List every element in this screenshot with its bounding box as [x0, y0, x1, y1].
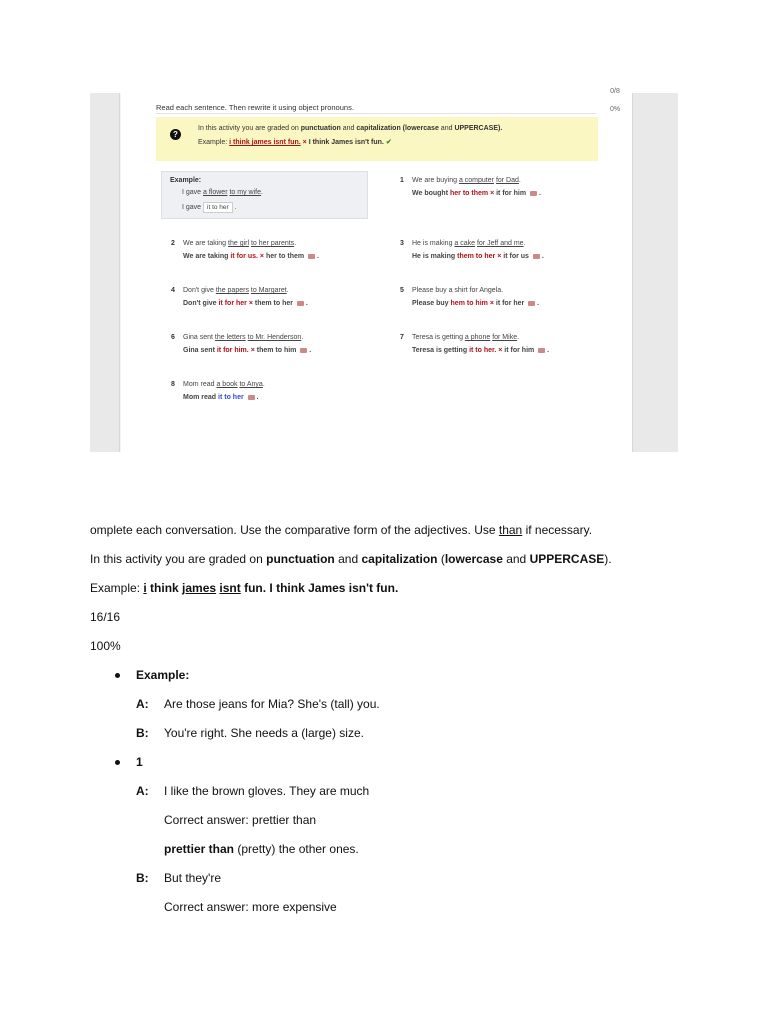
speaker-a-label: A: — [136, 697, 149, 711]
correct-answer: it for him — [504, 347, 535, 354]
answer-input[interactable]: it for him. — [216, 347, 249, 354]
example-heading: Example: — [136, 668, 190, 682]
grading-note-line1: In this activity you are graded on punctuation and capitalization (lowercase and UPPERCASE). — [198, 125, 503, 132]
feedback-icon[interactable] — [297, 301, 304, 306]
bullet-icon — [115, 760, 120, 765]
answer-input[interactable]: them to her — [457, 253, 496, 260]
feedback-icon[interactable] — [530, 191, 537, 196]
help-icon[interactable]: ? — [170, 129, 181, 140]
example-sentence: I gave a flower to my wife. — [182, 189, 263, 196]
answer-input[interactable]: it for us. — [230, 253, 258, 260]
activity-instruction: Read each sentence. Then rewrite it using object pronouns. — [156, 103, 354, 112]
wrong-icon: × — [490, 190, 495, 197]
correct-answer: it for her — [495, 300, 525, 307]
example-title: Example: — [170, 177, 202, 184]
correct-answer: her to them — [265, 253, 305, 260]
feedback-icon[interactable] — [248, 395, 255, 400]
example-line: Example: i think james isnt fun. I think James isn't fun. — [90, 581, 399, 595]
item-1-b-text: But they're — [164, 871, 221, 885]
score-indicator — [601, 87, 629, 115]
example-b-text: You're right. She needs a (large) size. — [164, 726, 364, 740]
correct-answer-2: Correct answer: more expensive — [164, 900, 337, 914]
feedback-icon[interactable] — [308, 254, 315, 259]
correct-answer: it for us — [503, 253, 529, 260]
wrong-icon: × — [497, 253, 502, 260]
activity-screenshot — [90, 88, 678, 452]
wrong-icon: × — [302, 139, 307, 146]
activity-panel: 0/8 0% Read each sentence. Then rewrite it using object pronouns. ? In this activity you are graded on punctuation and capitalization (lowercase and UPPERCASE). Example: i think james isnt fun. × I think James isn't fun. ✔ Example: I gave a flower to my wife. I gave it to her . 1 We are buying a computer for Dad. We bought her to them × it for him . 2 We are taking the girl to her parents. We are taking it for us. × her to them . 3 He is making a cake for Jeff and me. He is making them to her × it for us . 4 Don't give the papers to Margaret. Don't give it for her × them to her . 5 Please buy a shirt for Angela. Please buy hem to him × it for her . 6 Gina sent the letters to Mr. Henderson. Gina sent it for him. × them to him . 7 Teresa is getting a phone for Mike. Teresa is getting it to her. × it for him . 8 Mom read a book to Anya. Mom read it to her . — [121, 93, 632, 452]
wrong-icon: × — [498, 347, 503, 354]
correct-answer-1: Correct answer: prettier than — [164, 813, 317, 827]
correct-answer: them to him — [256, 347, 297, 354]
speaker-b-label: B: — [136, 871, 149, 885]
left-gutter — [90, 93, 120, 452]
grading-note — [156, 117, 598, 161]
wrong-icon: × — [489, 300, 494, 307]
score-text: 16/16 — [90, 610, 121, 624]
speaker-b-label: B: — [136, 726, 149, 740]
wrong-icon: × — [250, 347, 255, 354]
example-answer-box: it to her — [203, 202, 233, 213]
answer-input[interactable]: it to her. — [469, 347, 497, 354]
score-fraction: 0/8 — [610, 88, 620, 95]
item-1-a-text: I like the brown gloves. They are much — [164, 784, 370, 798]
wrong-icon: × — [259, 253, 265, 260]
wrong-icon: × — [248, 300, 253, 307]
answer-input[interactable]: her to them — [449, 190, 489, 197]
than-keyword: than — [498, 523, 523, 537]
example-a-text: Are those jeans for Mia? She's (tall) you. — [164, 697, 380, 711]
right-gutter — [632, 93, 678, 452]
grading-line: In this activity you are graded on punctuation and capitalization (lowercase and UPPERCASE). — [90, 552, 612, 566]
bullet-icon — [115, 673, 120, 678]
answer-input[interactable]: it for her — [218, 300, 247, 307]
score-percent: 0% — [609, 106, 621, 113]
answer-input[interactable]: hem to him — [450, 300, 488, 307]
answer-line: prettier than (pretty) the other ones. — [164, 842, 359, 856]
answer-input[interactable]: it to her — [218, 394, 244, 401]
item-1-heading: 1 — [136, 755, 143, 769]
correct-answer: it for him — [496, 190, 527, 197]
example-answer: I gave it to her . — [182, 204, 237, 211]
example-box — [161, 171, 368, 219]
speaker-a-label: A: — [136, 784, 149, 798]
check-icon: ✔ — [385, 139, 392, 146]
correct-answer: them to her — [254, 300, 294, 307]
percent-text: 100% — [90, 639, 121, 653]
grading-note-example: Example: i think james isnt fun. × I think James isn't fun. ✔ — [198, 139, 392, 146]
feedback-icon[interactable] — [533, 254, 540, 259]
divider — [156, 113, 596, 114]
instruction-line: omplete each conversation. Use the comparative form of the adjectives. Use than if necessary. — [90, 523, 593, 537]
